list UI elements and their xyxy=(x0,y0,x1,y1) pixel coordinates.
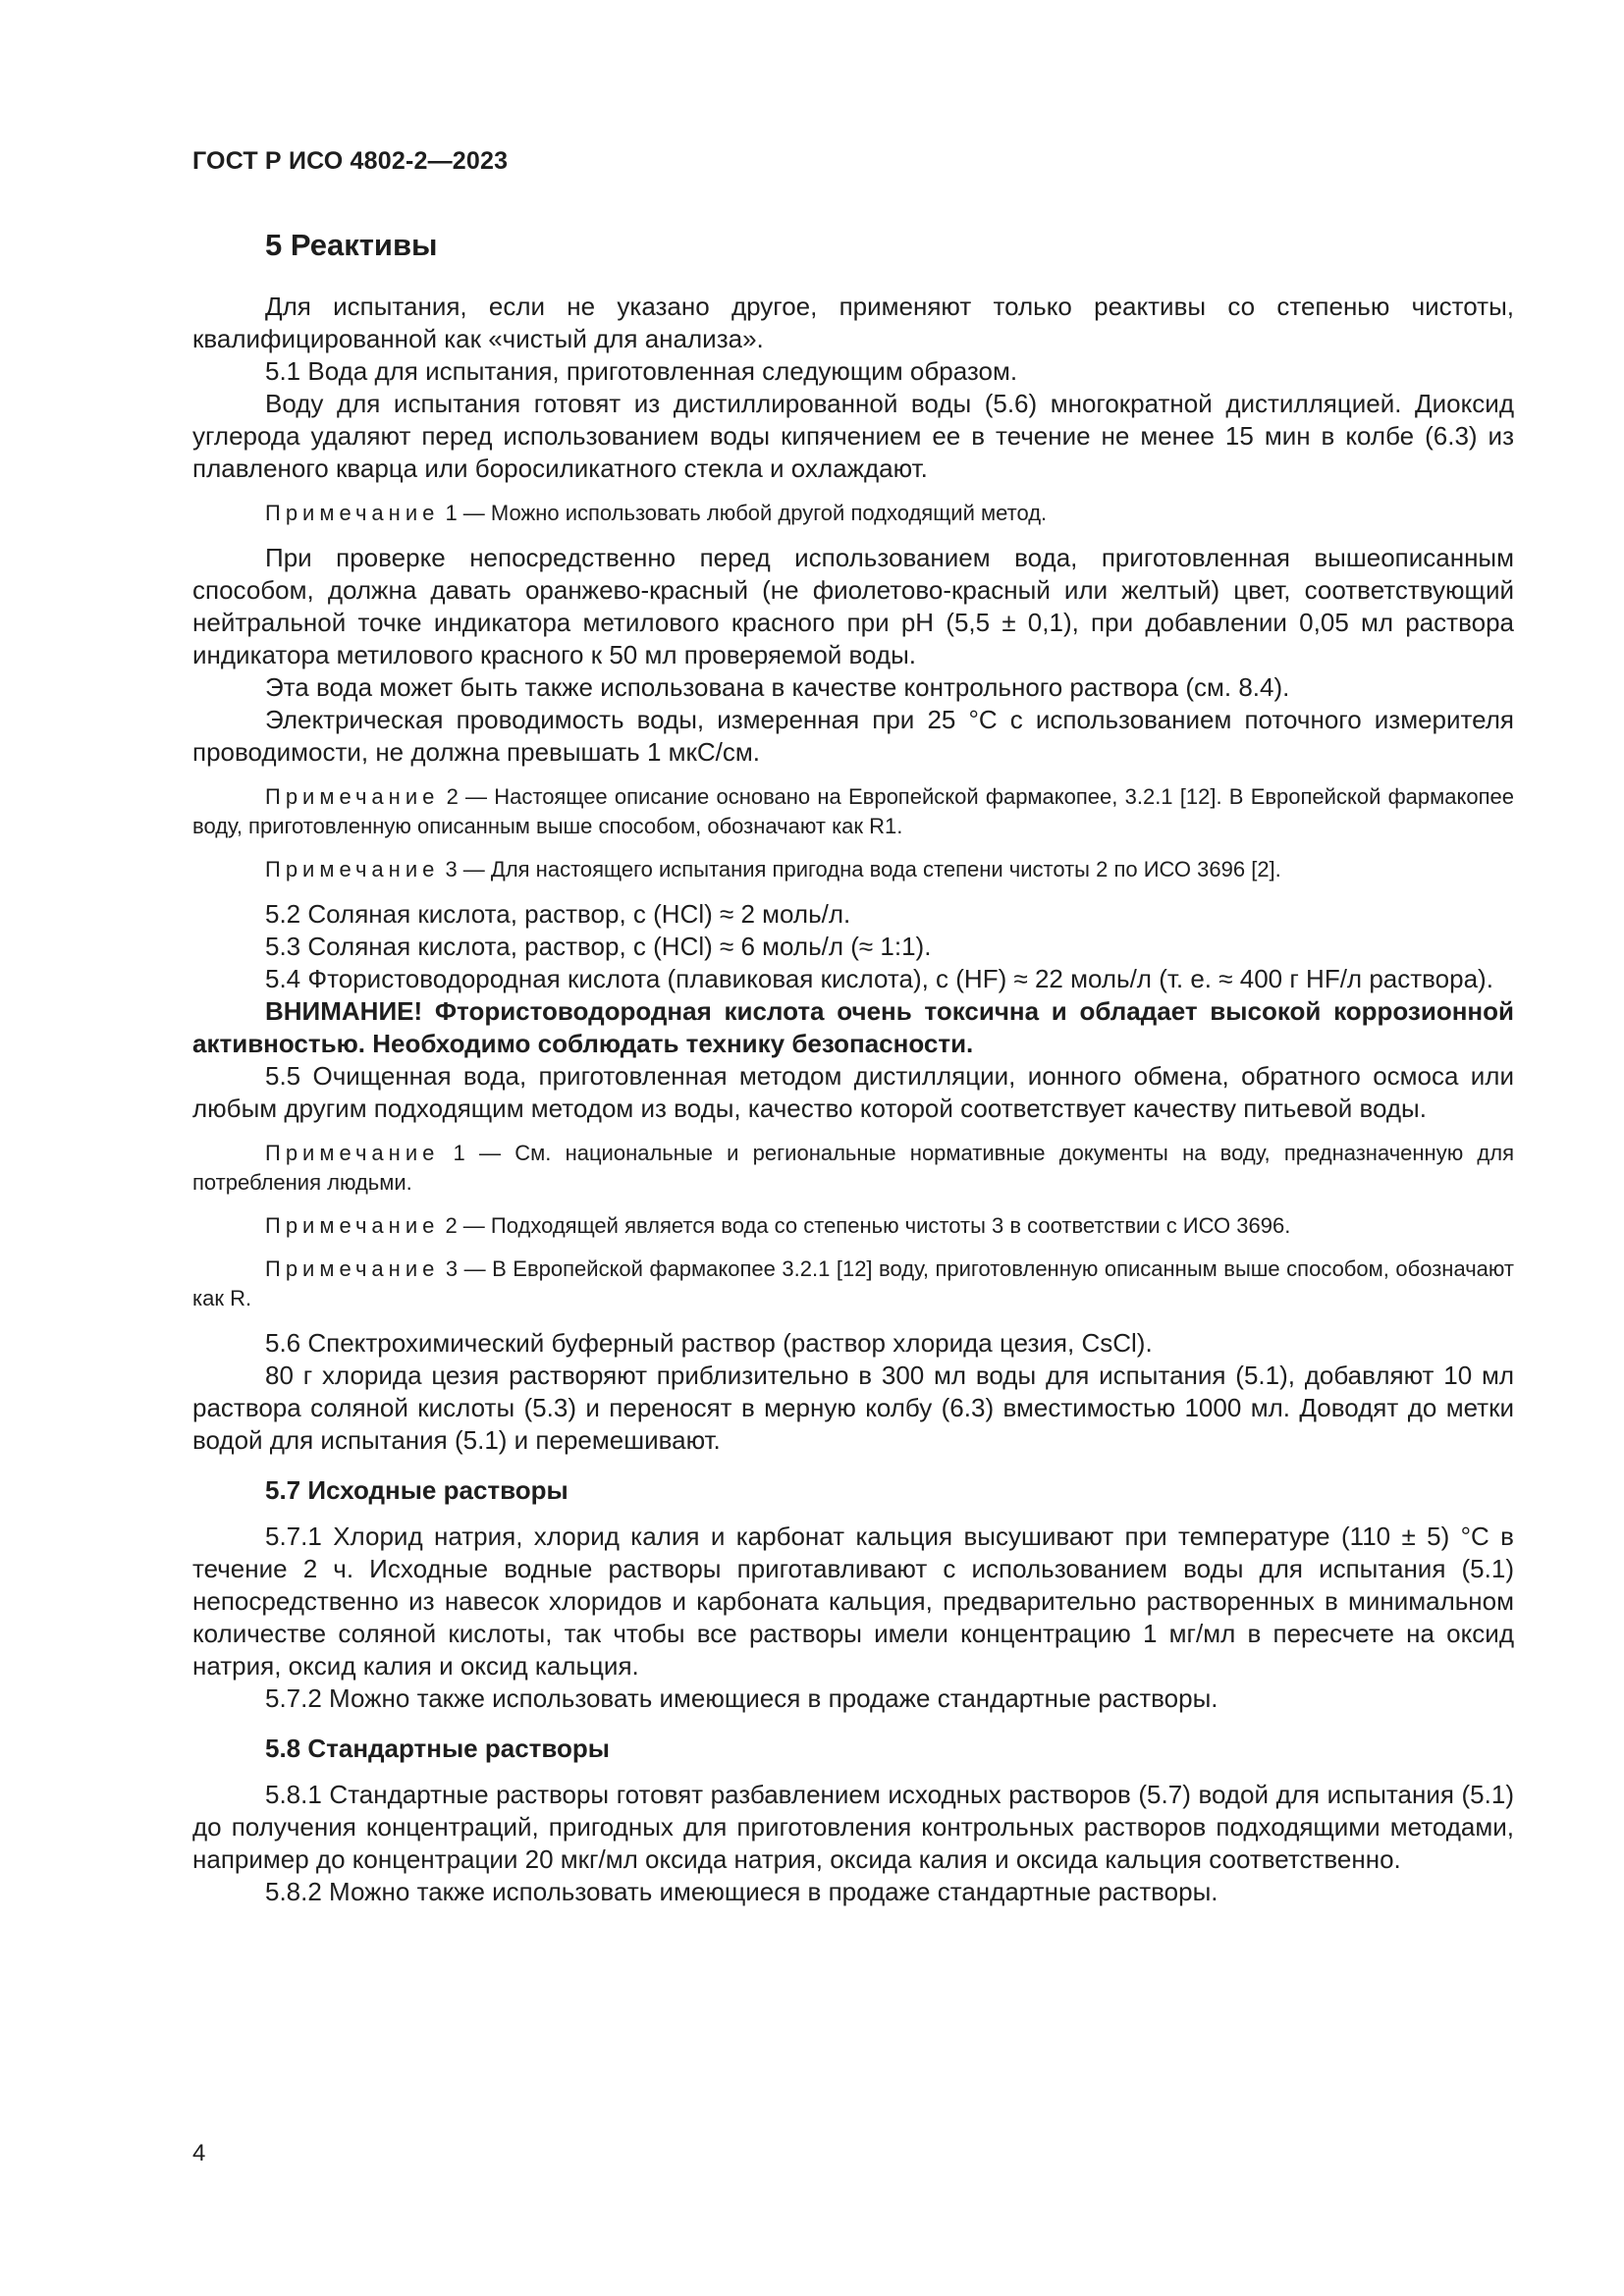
paragraph-5-7-1: 5.7.1 Хлорид натрия, хлорид калия и карбонат кальция высушивают при температуре (110 ± 5) °С в течение 2 ч. Исходные водные растворы приготавливают с использованием воды для испытания (5.1) непосредственно из навесок хлоридов и карбоната кальция, предварительно растворенных в минимальном количестве соляной кислоты, так чтобы все растворы имели концентрацию 1 мг/мл в пересчете на оксид натрия, оксид калия и оксид кальция. xyxy=(192,1522,1514,1681)
paragraph-5-1-text: Воду для испытания готовят из дистиллированной воды (5.6) многократной дистилляцией. Диоксид углерода удаляют перед использованием воды кипячением ее в течение не менее 15 мин в колбе (6.3) из плавленого кварца или боросиликатного стекла и охлаждают. xyxy=(192,389,1514,483)
warning-text: ВНИМАНИЕ! Фтористоводородная кислота очень токсична и обладает высокой коррозионной активностью. Необходимо соблюдать технику безопасности. xyxy=(192,996,1514,1058)
section-title-reagents: 5 Реактивы xyxy=(265,228,438,262)
section-title-standard-solutions: 5.8 Стандартные растворы xyxy=(265,1734,611,1763)
paragraph-5-3: 5.3 Соляная кислота, раствор, c (HCl) ≈ 6 моль/л (≈ 1:1). xyxy=(265,932,932,961)
paragraph-5-6: 5.6 Спектрохимический буферный раствор (раствор хлорида цезия, CsCl). xyxy=(265,1328,1153,1358)
note-5-5-3 xyxy=(192,1255,1514,1313)
standard-header: ГОСТ Р ИСО 4802-2—2023 xyxy=(192,147,509,175)
note-5-5-1 xyxy=(192,1139,1514,1198)
paragraph-intro: Для испытания, если не указано другое, применяют только реактивы со степенью чистоты, квалифицированной как «чистый для анализа». xyxy=(192,292,1514,353)
note-text: 2 — Подходящей является вода со степенью чистоты 3 в соответствии с ИСО 3696. xyxy=(439,1213,1291,1238)
note-5-5-2 xyxy=(192,1211,1514,1241)
note-label: Примечание xyxy=(265,501,440,525)
section-title-stock-solutions: 5.7 Исходные растворы xyxy=(265,1475,568,1505)
paragraph-5-4: 5.4 Фтористоводородная кислота (плавиковая кислота), c (HF) ≈ 22 моль/л (т. е. ≈ 400 г HF/л раствора). xyxy=(265,964,1493,993)
note-text: 1 — См. национальные и региональные нормативные документы на воду, предназначенную для потребления людьми. xyxy=(192,1141,1514,1195)
note-label: Примечание xyxy=(265,784,440,809)
paragraph-5-5: 5.5 Очищенная вода, приготовленная методом дистилляции, ионного обмена, обратного осмоса или любым другим подходящим методом из воды, качество которой соответствует качеству питьевой воды. xyxy=(192,1061,1514,1123)
paragraph-5-8-1: 5.8.1 Стандартные растворы готовят разбавлением исходных растворов (5.7) водой для испытания (5.1) до получения концентраций, пригодных для приготовления контрольных растворов подходящими методами, например до концентрации 20 мкг/мл оксида натрия, оксида калия и оксида кальция соответственно. xyxy=(192,1780,1514,1874)
note-text: 1 — Можно использовать любой другой подходящий метод. xyxy=(439,501,1048,525)
paragraph-5-2: 5.2 Соляная кислота, раствор, c (HCl) ≈ 2 моль/л. xyxy=(265,899,851,929)
note-text: 2 — Настоящее описание основано на Европейской фармакопее, 3.2.1 [12]. В Европейской фармакопее воду, приготовленную описанным выше способом, обозначают как R1. xyxy=(192,784,1514,838)
paragraph-conductivity: Электрическая проводимость воды, измеренная при 25 °С с использованием поточного измерителя проводимости, не должна превышать 1 мкС/см. xyxy=(192,705,1514,767)
paragraph-5-6-text: 80 г хлорида цезия растворяют приблизительно в 300 мл воды для испытания (5.1), добавляют 10 мл раствора соляной кислоты (5.3) и переносят в мерную колбу (6.3) вместимостью 1000 мл. Доводят до метки водой для испытания (5.1) и перемешивают. xyxy=(192,1361,1514,1455)
note-5-1-2 xyxy=(192,782,1514,841)
note-label: Примечание xyxy=(265,1256,440,1281)
note-label: Примечание xyxy=(265,1141,440,1165)
paragraph-5-8-2: 5.8.2 Можно также использовать имеющиеся в продаже стандартные растворы. xyxy=(265,1877,1218,1906)
note-label: Примечание xyxy=(265,857,440,881)
paragraph-5-1: 5.1 Вода для испытания, приготовленная следующим образом. xyxy=(265,356,1018,386)
page-number: 4 xyxy=(192,2140,206,2166)
paragraph-check: При проверке непосредственно перед использованием вода, приготовленная вышеописанным способом, должна давать оранжево-красный (не фиолетово-красный или желтый) цвет, соответствующий нейтральной точке индикатора метилового красного при pH (5,5 ± 0,1), при добавлении 0,05 мл раствора индикатора метилового красного к 50 мл проверяемой воды. xyxy=(192,543,1514,669)
note-text: 3 — Для настоящего испытания пригодна вода степени чистоты 2 по ИСО 3696 [2]. xyxy=(439,857,1281,881)
main-content xyxy=(192,226,1514,1908)
paragraph-5-7-2: 5.7.2 Можно также использовать имеющиеся в продаже стандартные растворы. xyxy=(265,1683,1218,1713)
paragraph-control: Эта вода может быть также использована в качестве контрольного раствора (см. 8.4). xyxy=(265,672,1290,702)
note-text: 3 — В Европейской фармакопее 3.2.1 [12] воду, приготовленную описанным выше способом, обозначают как R. xyxy=(192,1256,1514,1310)
note-5-1-1 xyxy=(192,499,1514,528)
note-label: Примечание xyxy=(265,1213,440,1238)
note-5-1-3 xyxy=(192,855,1514,884)
